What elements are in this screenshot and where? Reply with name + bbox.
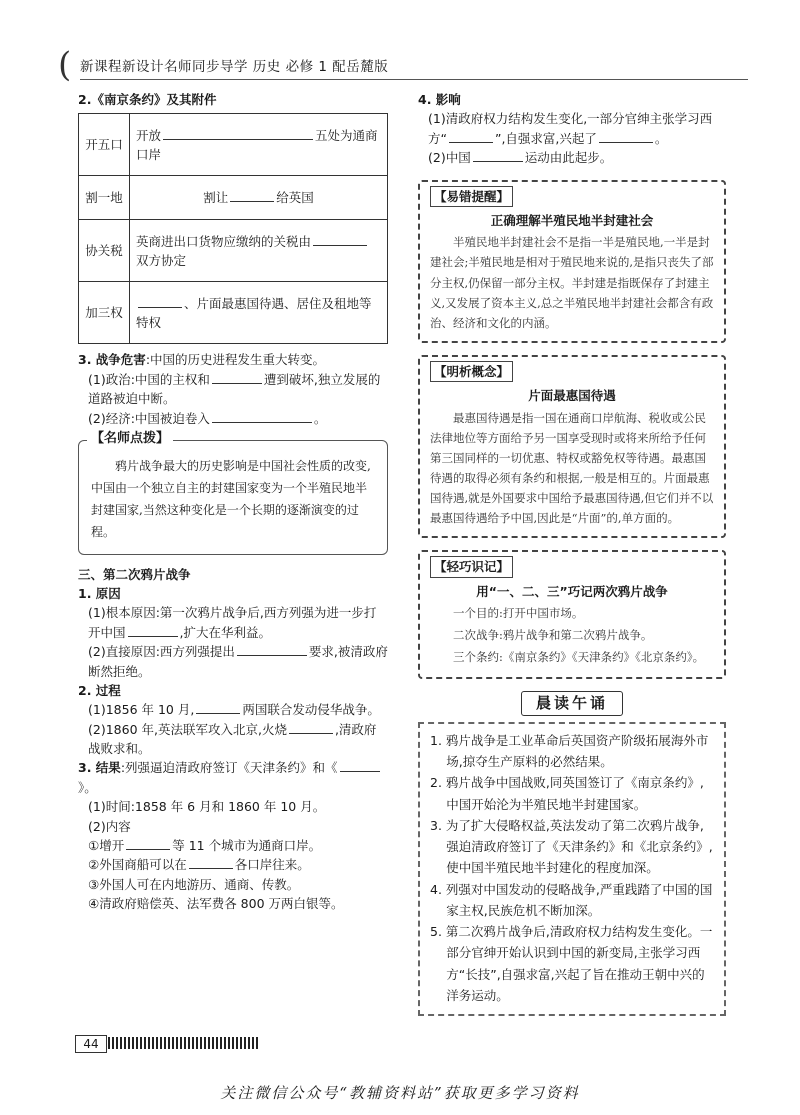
c2-1860	[78, 720, 388, 759]
fill-blank[interactable]	[340, 759, 380, 773]
c3-item-2	[78, 855, 388, 874]
text: ①增开	[88, 837, 125, 853]
memory-tip-line: 二次战争:鸦片战争和第二次鸦片战争。	[453, 627, 653, 642]
morning-reading-title: 晨读午诵	[521, 691, 623, 716]
concept-box	[418, 355, 726, 539]
fill-blank[interactable]	[599, 129, 653, 143]
teacher-tip-text: 鸦片战争最大的历史影响是中国社会性质的改变,中国由一个独立自主的封建国家变为一个半殖民地半封建国家,当然这种变化是一个长期的逐渐演变的过程。	[91, 458, 371, 540]
teacher-tip-box	[78, 430, 388, 555]
fill-blank[interactable]	[289, 720, 333, 734]
text: 。	[313, 410, 327, 426]
fill-blank[interactable]	[473, 149, 523, 163]
c2-1856	[78, 700, 388, 719]
table-row	[79, 114, 388, 176]
text: 要求,被清政府断然拒绝。	[88, 644, 388, 679]
text: (1)政治:中国的主权和	[88, 371, 210, 387]
table-key: 开五口	[79, 114, 130, 176]
text: (2)经济:中国被迫卷入	[88, 410, 210, 426]
list-item: 3. 为了扩大侵略权益,英法发动了第二次鸦片战争,强迫清政府签订了《天津条约》和《北京条约》,使中国半殖民地半封建化的程度加深。	[430, 817, 713, 876]
text: (1)1856 年 10 月,	[88, 702, 195, 718]
fill-blank[interactable]	[189, 856, 233, 870]
text: 》。	[78, 779, 97, 795]
table-cell	[130, 220, 388, 282]
fill-blank[interactable]	[138, 294, 182, 308]
text: :列强逼迫清政府签订《天津条约》和《	[120, 760, 338, 776]
list-item: 1. 鸦片战争是工业革命后英国资产阶级拓展海外市场,掠夺生产原料的必然结果。	[430, 732, 709, 770]
teacher-tip-tag: 【名师点拨】	[87, 429, 173, 449]
c3-item-1	[78, 836, 388, 855]
c1-root	[78, 603, 388, 642]
memory-tip-line: 一个目的:打开中国市场。	[453, 606, 584, 621]
morning-reading-header	[418, 691, 726, 716]
table-cell	[130, 282, 388, 344]
c1-direct	[78, 642, 388, 681]
text: (2)1860 年,英法联军攻入北京,火烧	[88, 721, 287, 737]
page-number: 44	[75, 1035, 107, 1053]
s3-label: 3. 战争危害	[78, 352, 146, 368]
text: 运动由此起步。	[524, 150, 613, 166]
s3-political	[78, 370, 388, 409]
cell-text: 给英国	[276, 190, 314, 206]
table-row	[79, 282, 388, 344]
text: (2)直接原因:西方列强提出	[88, 644, 235, 660]
fill-blank[interactable]	[449, 129, 493, 143]
fill-blank[interactable]	[163, 126, 313, 140]
fill-blank[interactable]	[313, 232, 367, 246]
s3-text: :中国的历史进程发生重大转变。	[145, 352, 326, 368]
memory-tip-box	[418, 550, 726, 678]
mistake-reminder-subtitle: 正确理解半殖民地半封建社会	[490, 212, 654, 228]
s3-line	[78, 350, 388, 369]
mistake-reminder-box	[418, 180, 726, 343]
concept-subtitle: 片面最惠国待遇	[528, 388, 616, 404]
s4-title: 4. 影响	[418, 92, 461, 107]
s4-item-1	[418, 109, 726, 148]
fill-blank[interactable]	[212, 370, 262, 384]
c3-line	[78, 758, 388, 797]
fill-blank[interactable]	[128, 623, 178, 637]
c3-time: (1)时间:1858 年 6 月和 1860 年 10 月。	[88, 799, 326, 815]
text: (1)清政府权力结构发生变化,一部分官绅主张学习西方“	[428, 111, 713, 146]
concept-tag: 【明析概念】	[430, 361, 513, 382]
memory-tip-tag: 【轻巧识记】	[430, 556, 513, 577]
text: 等 11 个城市为通商口岸。	[172, 837, 322, 853]
text: ,清政府战败求和。	[88, 721, 377, 756]
table-key: 割一地	[79, 176, 130, 220]
cell-text: 开放	[136, 127, 162, 143]
fill-blank[interactable]	[230, 189, 274, 203]
text: 各口岸往来。	[234, 857, 310, 873]
fill-blank[interactable]	[212, 409, 312, 423]
list-item: 4. 列强对中国发动的侵略战争,严重践踏了中国的国家主权,民族危机不断加深。	[430, 881, 713, 918]
page-header	[58, 45, 748, 85]
text: 。	[654, 130, 668, 146]
text: 遭到破坏,独立发展的道路被迫中断。	[88, 371, 381, 407]
s3-economic	[78, 409, 388, 428]
table-row	[79, 176, 388, 220]
fill-blank[interactable]	[126, 836, 170, 850]
page-stripe-decoration	[108, 1037, 258, 1049]
concept-text: 最惠国待遇是指一国在通商口岸航海、税收或公民法律地位等方面给予另一国享受现时或将来所给予任何第三国同样的一切优惠、特权或豁免权等待遇。最惠国待遇的取得必须有条约和根据,一般是相互的。片面最惠国待遇,就是外国要求中国给予最惠国待遇,但它们并不以最惠国待遇给予中国,因此是“片面”的,单方面的。	[430, 410, 714, 526]
c3-item-4: ④清政府赔偿英、法军费各 800 万两白银等。	[88, 896, 344, 911]
c3-content: (2)内容	[88, 818, 131, 834]
fill-blank[interactable]	[237, 643, 307, 657]
text: (2)中国	[428, 150, 471, 166]
cell-text: 、片面最惠国待遇、居住及租地等特权	[136, 295, 372, 330]
cell-text: 五处为通商口岸	[136, 127, 378, 162]
c2-title: 2. 过程	[78, 682, 121, 698]
section-title-nanjing: 2.《南京条约》及其附件	[78, 92, 217, 107]
table-row	[79, 220, 388, 282]
section3-title: 三、第二次鸦片战争	[78, 566, 191, 582]
c3-item-3: ③外国人可在内地游历、通商、传教。	[88, 876, 300, 892]
table-key: 协关税	[79, 220, 130, 282]
list-item: 5. 第二次鸦片战争后,清政府权力结构发生变化。一部分官绅开始认识到中国的新变局,主张学习西方“长技”,自强求富,兴起了旨在推动王朝中兴的洋务运动。	[430, 924, 713, 1003]
memory-tip-subtitle: 用“一、二、三”巧记两次鸦片战争	[476, 583, 668, 599]
page-number-bar	[75, 1035, 265, 1051]
mistake-reminder-tag: 【易错提醒】	[430, 186, 513, 207]
text: 两国联合发动侵华战争。	[242, 702, 380, 718]
c1-title: 1. 原因	[78, 586, 121, 601]
footer-note: 关注微信公众号“教辅资料站”获取更多学习资料	[220, 1084, 580, 1102]
mistake-reminder-text: 半殖民地半封建社会不是指一半是殖民地,一半是封建社会;半殖民地是相对于殖民地来说的,是指只丧失了部分主权,仍保留一部分主权。半封建是指既保存了封建主义,又发展了资本主义,总之半殖民地半封建社会都含有政治、经济和文化的内涵。	[430, 235, 714, 330]
table-cell	[130, 114, 388, 176]
header-brace: (	[58, 45, 72, 85]
text: ,扩大在华利益。	[179, 624, 271, 640]
table-cell	[130, 176, 388, 220]
s4-item-2	[418, 148, 726, 167]
text: ”,自强求富,兴起了	[494, 130, 597, 146]
right-column	[418, 90, 726, 1016]
fill-blank[interactable]	[196, 701, 240, 715]
morning-reading-box	[418, 722, 726, 1016]
table-key: 加三权	[79, 282, 130, 344]
cell-text: 割让	[203, 190, 229, 206]
header-rule	[80, 79, 748, 80]
c3-label: 3. 结果	[78, 760, 121, 776]
text: (1)根本原因:第一次鸦片战争后,西方列强为进一步打开中国	[88, 605, 377, 640]
header-title: 新课程新设计名师同步导学 历史 必修 1 配岳麓版	[80, 59, 389, 75]
cell-text: 双方协定	[136, 252, 187, 268]
list-item: 2. 鸦片战争中国战败,同英国签订了《南京条约》,中国开始沦为半殖民地半封建国家。	[430, 775, 704, 812]
cell-text: 英商进出口货物应缴纳的关税由	[136, 233, 312, 249]
left-column	[78, 90, 388, 913]
memory-tip-line: 三个条约:《南京条约》《天津条约》《北京条约》。	[453, 649, 705, 664]
text: ②外国商船可以在	[88, 857, 187, 873]
nanjing-treaty-table	[78, 113, 388, 344]
